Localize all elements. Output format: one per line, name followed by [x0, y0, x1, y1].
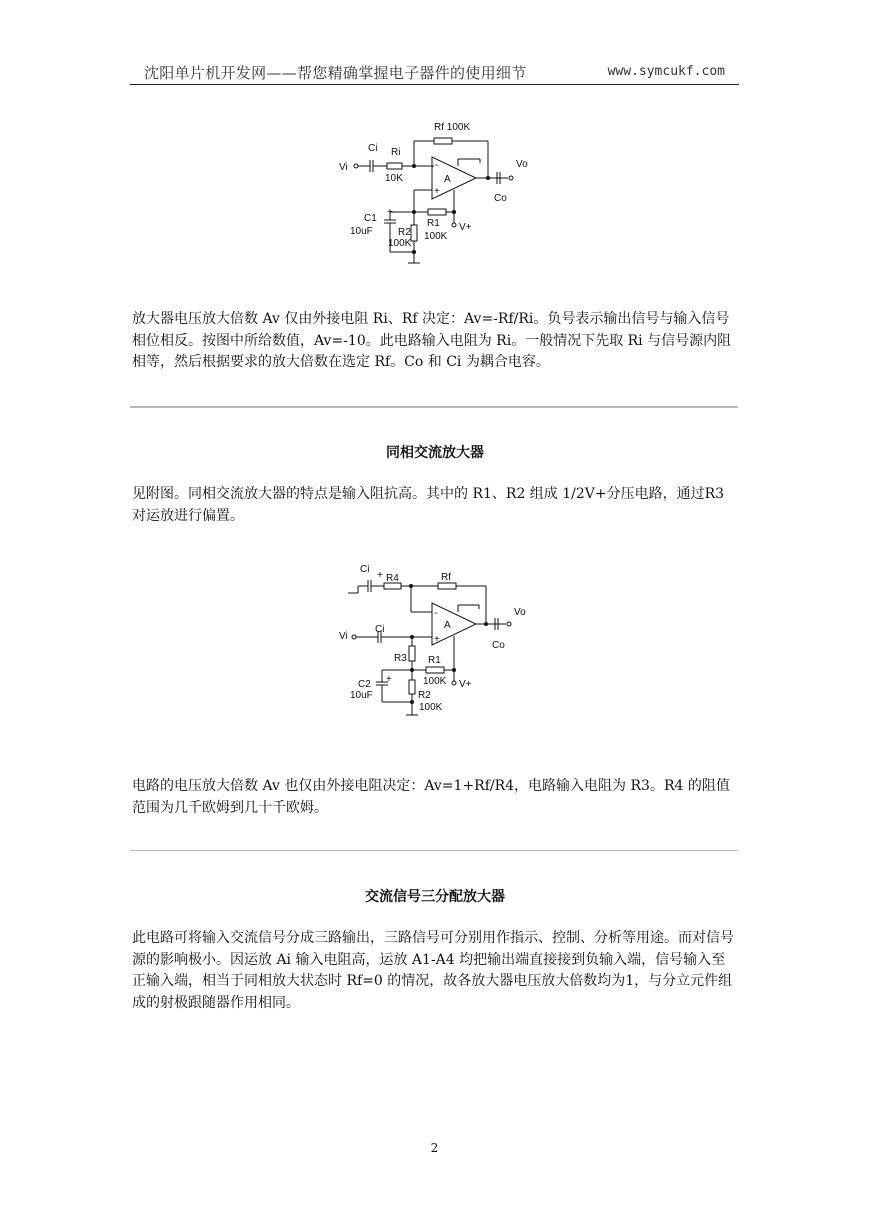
rf-label: Rf 100K [434, 122, 471, 133]
c2-value: 10uF [350, 690, 373, 701]
vo-label: Vo [514, 607, 526, 618]
opamp-label: A [444, 620, 451, 631]
rf-label: Rf [441, 572, 451, 583]
vplus-label: V+ [459, 222, 472, 233]
plus-sign: + [434, 186, 440, 197]
ci-label: Ci [368, 143, 378, 154]
r2-label: R2 [418, 690, 431, 701]
plus-sign: + [434, 634, 440, 645]
heading-ac-splitter-amplifier: 交流信号三分配放大器 [365, 889, 505, 905]
r2-value: 100K [419, 702, 443, 713]
c1-label: C1 [364, 213, 377, 224]
paragraph-splitter-description: 此电路可将输入交流信号分成三路输出，三路信号可分别用作指示、控制、分析等用途。而对信号源的影响极小。因运放 Ai 输入电阻高，运放 A1-A4 均把输出端直接接到负输入端，信号输入至正输入端，相当于同相放大状态时 Rf=0 的情况，故各放大器电压放大倍数均为1，与分立元件组成的射极跟随器作用相同。 [132, 930, 734, 1011]
vi-label: Vi [339, 162, 348, 173]
noninverting-amplifier-circuit [330, 560, 540, 725]
c2-label: C2 [358, 679, 371, 690]
c1-plus: + [387, 207, 393, 218]
r3-label: R3 [394, 653, 407, 664]
r4-label: R4 [386, 573, 399, 584]
vo-label: Vo [516, 159, 528, 170]
co-label: Co [492, 640, 505, 651]
c2-plus: + [386, 674, 392, 685]
r1-label: R1 [427, 218, 440, 229]
heading-noninverting-amplifier: 同相交流放大器 [386, 445, 484, 461]
header-title: 沈阳单片机开发网——帮您精确掌握电子器件的使用细节 [144, 64, 527, 82]
r2-label: R2 [398, 227, 411, 238]
section-divider [130, 406, 738, 408]
paragraph-noninverting-intro: 见附图。同相交流放大器的特点是输入阻抗高。其中的 R1、R2 组成 1/2V+分压电路，通过R3 对运放进行偏置。 [132, 486, 725, 524]
ci-top-label: Ci [360, 564, 370, 575]
co-label: Co [494, 193, 507, 204]
ri-label: Ri [391, 147, 401, 158]
minus-sign: - [435, 160, 439, 171]
header-url: www.symcukf.com [607, 64, 725, 79]
paragraph-inverting-gain: 放大器电压放大倍数 Av 仅由外接电阻 Ri、Rf 决定：Av=-Rf/Ri。负号表示输出信号与输入信号相位相反。按图中所给数值，Av=-10。此电路输入电阻为 Ri。一般情况下先取 Ri 与信号源内阻相等，然后根据要求的放大倍数在选定 Rf。Co 和 Ci 为耦合电容。 [132, 311, 732, 370]
minus-sign: - [434, 608, 438, 619]
r2-value: 100K [388, 238, 412, 249]
opamp-label: A [444, 174, 451, 185]
vi-label: Vi [339, 631, 348, 642]
inverting-amplifier-circuit [330, 115, 530, 275]
ri-value: 10K [385, 173, 403, 184]
r1-value: 100K [424, 231, 448, 242]
ci-top-plus: + [377, 570, 383, 581]
vplus-label: V+ [459, 679, 472, 690]
r1-value: 100K [423, 676, 447, 687]
page-header [130, 62, 739, 85]
paragraph-noninverting-gain: 电路的电压放大倍数 Av 也仅由外接电阻决定：Av=1+Rf/R4，电路输入电阻为 R3。R4 的阻值范围为几千欧姆到几十千欧姆。 [132, 778, 730, 816]
section-divider [130, 850, 738, 851]
ci-label: Ci [375, 624, 385, 635]
page-number: 2 [430, 1141, 439, 1155]
c1-value: 10uF [350, 226, 373, 237]
r1-label: R1 [428, 655, 441, 666]
